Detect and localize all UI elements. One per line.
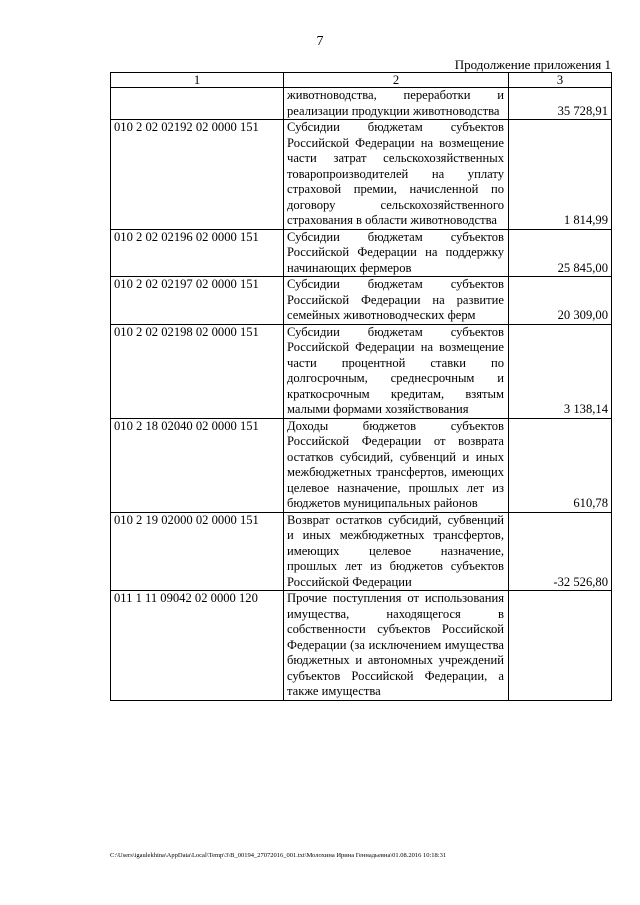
row-code: 010 2 18 02040 02 0000 151 (111, 418, 284, 512)
row-amount: 25 845,00 (509, 229, 612, 277)
row-amount: 20 309,00 (509, 277, 612, 325)
row-amount: 3 138,14 (509, 324, 612, 418)
column-header-amount: 3 (509, 73, 612, 88)
row-description: Субсидии бюджетам субъектов Российской Федерации на развитие семейных животноводческих ферм (284, 277, 509, 325)
table-row (111, 324, 612, 418)
row-description: Субсидии бюджетам субъектов Российской Федерации на поддержку начинающих фермеров (284, 229, 509, 277)
header-row (111, 73, 612, 88)
row-amount: 35 728,91 (509, 88, 612, 120)
row-description: Возврат остатков субсидий, субвенций и иных межбюджетных трансфертов, имеющих целевое назначение, прошлых лет из бюджетов субъектов Российской Федерации (284, 512, 509, 591)
column-header-description: 2 (284, 73, 509, 88)
row-description: Доходы бюджетов субъектов Российской Федерации от возврата остатков субсидий, субвенций и иных межбюджетных трансфертов, имеющих целевое назначение, прошлых лет из бюджетов муниципальных районов (284, 418, 509, 512)
column-header-code: 1 (111, 73, 284, 88)
table-row (111, 591, 612, 701)
row-code: 010 2 19 02000 02 0000 151 (111, 512, 284, 591)
row-amount: 1 814,99 (509, 120, 612, 230)
row-code: 010 2 02 02197 02 0000 151 (111, 277, 284, 325)
row-description: Прочие поступления от использования имущества, находящегося в собственности субъектов Российской Федерации (за исключением имущества бюджетных и автономных учреждений субъектов Российской Федерации, а также имущества (284, 591, 509, 701)
page-number: 7 (316, 34, 324, 49)
row-code: 011 1 11 09042 02 0000 120 (111, 591, 284, 701)
table-row (111, 418, 612, 512)
row-amount: -32 526,80 (509, 512, 612, 591)
table-row (111, 120, 612, 230)
row-code: 010 2 02 02198 02 0000 151 (111, 324, 284, 418)
row-description: животноводства, переработки и реализации продукции животноводства (284, 88, 509, 120)
table-row (111, 277, 612, 325)
row-description: Субсидии бюджетам субъектов Российской Федерации на возмещение части затрат сельскохозяйственных товаропроизводителей на уплату страховой премии, начисленной по договору сельскохозяйственного страхования в области животноводства (284, 120, 509, 230)
revenue-table (110, 72, 612, 701)
row-amount (509, 591, 612, 701)
row-code: 010 2 02 02192 02 0000 151 (111, 120, 284, 230)
table-row (111, 229, 612, 277)
row-description: Субсидии бюджетам субъектов Российской Федерации на возмещение части процентной ставки по долгосрочным, среднесрочным и краткосрочным кредитам, взятым малыми формами хозяйствования (284, 324, 509, 418)
footer-file-path: C:\Users\igaulekhina\AppData\Local\Temp\3\В_00194_27072016_001.txt\Молохина Ирина Геннадьевна\01.08.2016 10:18:31 (110, 852, 447, 859)
row-code (111, 88, 284, 120)
table-row (111, 88, 612, 120)
row-code: 010 2 02 02196 02 0000 151 (111, 229, 284, 277)
row-amount: 610,78 (509, 418, 612, 512)
continuation-label: Продолжение приложения 1 (454, 57, 611, 72)
table-row (111, 512, 612, 591)
